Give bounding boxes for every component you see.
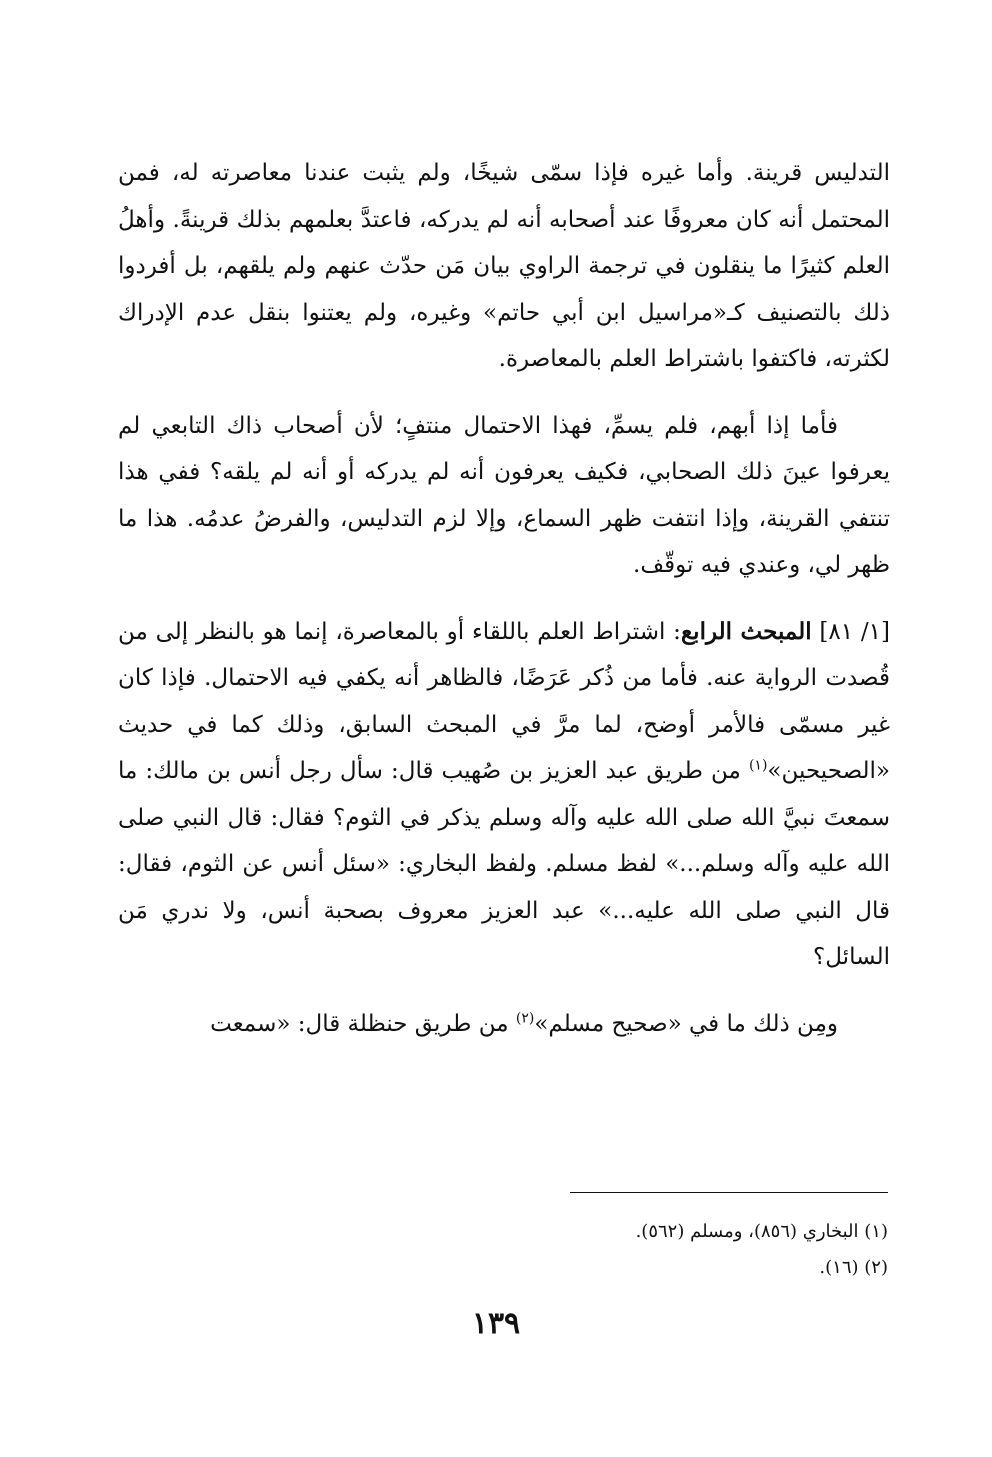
- footnote-2: (٢) (١٦).: [819, 1257, 888, 1278]
- paragraph-2: فأما إذا أبهم، فلم يسمِّ، فهذا الاحتمال منتفٍ؛ لأن أصحاب ذاك التابعي لم يعرفوا عينَ ذلك الصحابي، فكيف يعرفون أنه لم يدركه أو أنه لم يلقه؟ ففي هذا تنتفي القرينة، وإذا انتفت ظهر السماع، وإلا لزم التدليس، والفرضُ عدمُه. هذا ما ظهر لي، وعندي فيه توقّف.: [118, 412, 890, 578]
- page-body: [118, 150, 890, 1047]
- footnote-divider: [570, 1192, 888, 1193]
- footnote-marker-1[interactable]: (١): [748, 757, 768, 774]
- footnotes: [388, 1214, 888, 1286]
- footnote-1: (١) البخاري (٨٥٦)، ومسلم (٥٦٢).: [635, 1221, 888, 1242]
- paragraph-4: [118, 1001, 890, 1048]
- paragraph-4-text-part-1: ومِن ذلك ما في «صحيح مسلم»: [534, 1010, 838, 1037]
- paragraph-1: التدليس قرينة. وأما غيره فإذا سمّى شيخًا، ولم يثبت عندنا معاصرته له، فمن المحتمل أنه كان معروفًا عند أصحابه أنه لم يدركه، فاعتدَّ بعلمهم بذلك قرينةً. وأهلُ العلم كثيرًا ما ينقلون في ترجمة الراوي بيان مَن حدّث عنهم ولم يلقهم، بل أفردوا ذلك بالتصنيف كـ«مراسيل ابن أبي حاتم» وغيره، ولم يعتنوا بنقل عدم الإدراك لكثرته، فاكتفوا باشتراط العلم بالمعاصرة.: [118, 160, 890, 372]
- section-heading: المبحث الرابع: [680, 617, 812, 645]
- paragraph-3-text-part-1: : اشتراط العلم باللقاء أو بالمعاصرة، إنما هو بالنظر إلى من قُصدت الرواية عنه. فأما من ذُكر عَرَضًا، فالظاهر أنه يكفي فيه الاحتمال. فإذا كان غير مسمّى فالأمر أوضح، لما مرَّ في المبحث السابق، وذلك كما في حديث «الصحيحين»: [118, 618, 890, 784]
- footnote-marker-2[interactable]: (٢): [515, 1009, 535, 1026]
- paragraph-3: [118, 609, 890, 981]
- page-number: ١٣٩: [471, 1306, 521, 1341]
- paragraph-4-text-part-2: من طريق حنظلة قال: «سمعت: [210, 1010, 516, 1037]
- paragraph-3-text-part-2: من طريق عبد العزيز بن صُهيب قال: سأل رجل أنس بن مالك: ما سمعتَ نبيَّ الله صلى الله عليه وآله وسلم يذكر في الثوم؟ فقال: قال النبي صلى الله عليه وآله وسلم...» لفظ مسلم. ولفظ البخاري: «سئل أنس عن الثوم، فقال: قال النبي صلى الله عليه...» عبد العزيز معروف بصحبة أنس، ولا ندري مَن السائل؟: [118, 758, 890, 970]
- volume-page-reference: [١/ ٨١]: [819, 618, 891, 645]
